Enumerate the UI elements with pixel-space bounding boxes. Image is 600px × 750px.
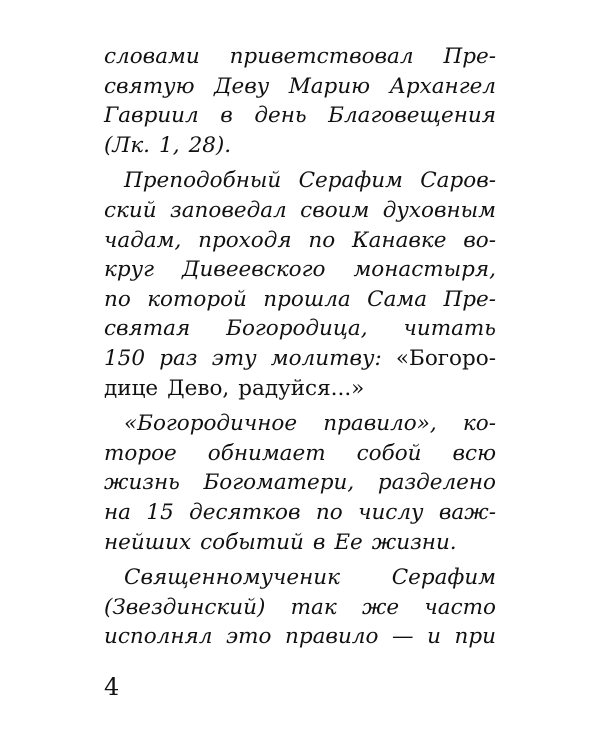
word: жизнь [104,470,180,496]
text-line [104,563,496,593]
word: день [254,103,307,129]
word: же [361,594,400,620]
word: собой [356,440,422,466]
word: «Богоро- [395,345,496,371]
word: правило», [323,411,437,437]
word: при [454,624,496,650]
word: 1, [159,132,180,158]
word: Канавке [351,227,447,253]
word: Преподобный [124,168,282,194]
word: духовным [382,197,496,223]
text-line [104,255,496,285]
word: ко- [462,411,496,437]
word: это [226,624,272,650]
word: (Звездинский) [104,594,266,620]
text-line [104,226,496,256]
word: числу [358,499,424,525]
word: важ- [438,499,496,525]
word: приветствовал [229,44,414,69]
word: Гавриил [104,103,199,129]
word: Богородица, [226,316,368,342]
word: по [104,286,131,312]
word: во- [463,227,496,253]
text-line [104,593,496,623]
word: нейших [104,529,192,555]
word: Дивеевского [181,257,326,283]
word: на [104,499,131,525]
text-line [104,101,496,131]
text-line [104,42,496,72]
word: десятков [189,499,301,525]
word: по [315,499,343,525]
text-line [104,285,496,315]
word: заповедал [170,197,287,223]
text-line [104,528,496,558]
text-line [104,131,496,161]
text-line [104,344,496,374]
paragraph-1 [104,42,496,160]
word: Сама [367,286,428,312]
text-line [104,622,496,652]
word: (Лк. [104,132,151,158]
word: проходя [198,227,292,253]
paragraph-4 [104,563,496,652]
page-number: 4 [104,673,120,701]
word: исполнял [104,624,213,650]
paragraph-2 [104,166,496,403]
word: Священномученик [124,565,340,591]
word: монастыря, [353,257,496,283]
word: святая [104,316,191,342]
text-line [104,314,496,344]
word: раз [159,345,198,371]
paragraph-3 [104,409,496,557]
text-line [104,409,496,439]
word: Богоматери, [203,470,355,496]
word: эту [211,345,257,371]
word: «Богородичное [124,411,298,437]
word: по [308,227,336,253]
word: которой [147,286,247,312]
word: — [392,624,414,650]
word: всю [452,440,496,466]
text-line [104,498,496,528]
word: Архангел [389,73,496,99]
text-line [104,468,496,498]
word: Дево, [167,375,230,401]
word: радуйся...» [238,375,365,401]
text-line [104,439,496,469]
word: круг [104,257,154,283]
word: словами [104,44,200,69]
word: молитву: [270,345,382,371]
word: в [312,529,326,555]
text-line [104,374,496,404]
word: Саров- [420,168,496,194]
word: Благовещения [328,103,496,129]
word: своим [300,197,370,223]
word: обнимает [207,440,326,466]
word: ский [104,197,157,223]
word: так [290,594,337,620]
word: читать [403,316,496,342]
word: в [220,103,233,129]
word: Ее [334,529,363,555]
word: правило [285,624,379,650]
body-text [104,42,496,658]
text-line [104,166,496,196]
word: Серафим [298,168,403,194]
word: и [427,624,441,650]
text-line [104,72,496,102]
word: часто [424,594,496,620]
word: разделено [377,470,496,496]
word: 150 [104,345,146,371]
word: жизни. [371,529,457,555]
word: 15 [146,499,174,525]
word: торое [104,440,177,466]
word: святую [104,73,195,99]
word: Деву [214,73,270,99]
word: событий [200,529,304,555]
word: Марию [288,73,371,99]
word: дице [104,375,159,401]
word: 28). [188,132,232,158]
word: Пре- [443,286,496,312]
word: Серафим [391,565,496,591]
word: Пре- [443,44,496,69]
word: прошла [263,286,351,312]
text-line [104,196,496,226]
word: чадам, [104,227,182,253]
